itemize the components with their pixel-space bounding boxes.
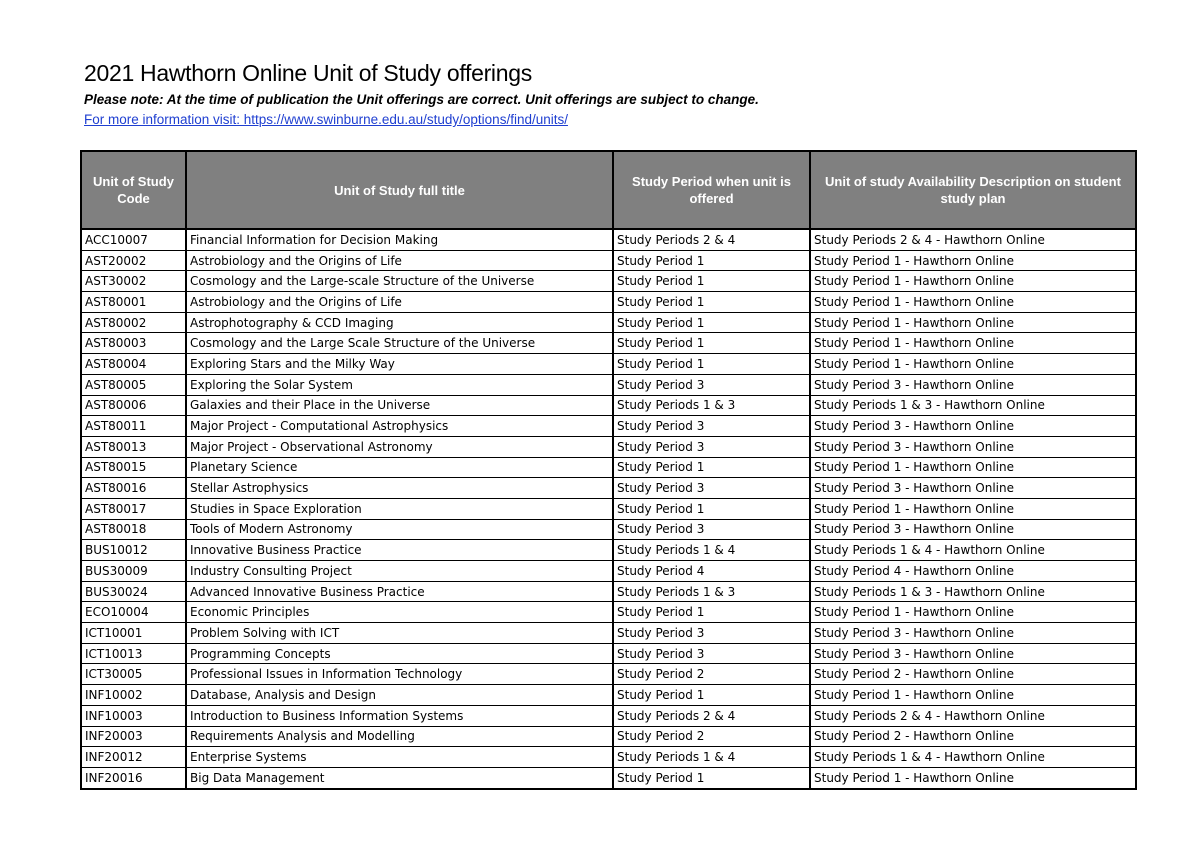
availability-cell: Study Period 2 - Hawthorn Online <box>810 664 1136 685</box>
table-row <box>81 561 1136 582</box>
unit-title-cell: Innovative Business Practice <box>186 540 613 561</box>
unit-code-cell: ICT30005 <box>81 664 186 685</box>
unit-code-cell: INF10002 <box>81 685 186 706</box>
availability-cell: Study Period 1 - Hawthorn Online <box>810 767 1136 788</box>
unit-code-cell: AST80001 <box>81 292 186 313</box>
study-period-cell: Study Period 1 <box>613 292 810 313</box>
unit-title-cell: Industry Consulting Project <box>186 561 613 582</box>
table-row <box>81 436 1136 457</box>
table-row <box>81 416 1136 437</box>
study-period-cell: Study Period 1 <box>613 498 810 519</box>
study-period-cell: Study Period 4 <box>613 561 810 582</box>
availability-cell: Study Period 2 - Hawthorn Online <box>810 726 1136 747</box>
unit-title-cell: Requirements Analysis and Modelling <box>186 726 613 747</box>
unit-title-cell: Astrobiology and the Origins of Life <box>186 292 613 313</box>
availability-cell: Study Period 3 - Hawthorn Online <box>810 436 1136 457</box>
unit-code-cell: AST80016 <box>81 478 186 499</box>
unit-code-cell: ICT10001 <box>81 623 186 644</box>
unit-title-cell: Financial Information for Decision Making <box>186 229 613 250</box>
unit-title-cell: Economic Principles <box>186 602 613 623</box>
unit-code-cell: INF20016 <box>81 767 186 788</box>
unit-code-cell: ICT10013 <box>81 643 186 664</box>
unit-title-cell: Planetary Science <box>186 457 613 478</box>
availability-cell: Study Period 1 - Hawthorn Online <box>810 271 1136 292</box>
availability-cell: Study Period 1 - Hawthorn Online <box>810 457 1136 478</box>
table-row <box>81 333 1136 354</box>
study-period-cell: Study Periods 2 & 4 <box>613 705 810 726</box>
unit-title-cell: Astrobiology and the Origins of Life <box>186 250 613 271</box>
unit-title-cell: Programming Concepts <box>186 643 613 664</box>
availability-cell: Study Period 4 - Hawthorn Online <box>810 561 1136 582</box>
study-period-cell: Study Period 1 <box>613 354 810 375</box>
unit-code-cell: AST80015 <box>81 457 186 478</box>
availability-cell: Study Period 1 - Hawthorn Online <box>810 498 1136 519</box>
more-info-link[interactable]: For more information visit: https://www.swinburne.edu.au/study/options/find/units/ <box>84 112 568 127</box>
unit-code-cell: BUS30009 <box>81 561 186 582</box>
study-period-cell: Study Periods 2 & 4 <box>613 229 810 250</box>
study-period-cell: Study Period 3 <box>613 436 810 457</box>
unit-code-cell: INF10003 <box>81 705 186 726</box>
column-header-study-period: Study Period when unit is offered <box>613 151 810 229</box>
study-period-cell: Study Period 3 <box>613 643 810 664</box>
unit-title-cell: Studies in Space Exploration <box>186 498 613 519</box>
unit-title-cell: Big Data Management <box>186 767 613 788</box>
unit-title-cell: Exploring Stars and the Milky Way <box>186 354 613 375</box>
availability-cell: Study Period 3 - Hawthorn Online <box>810 416 1136 437</box>
unit-code-cell: AST80013 <box>81 436 186 457</box>
unit-code-cell: BUS30024 <box>81 581 186 602</box>
study-period-cell: Study Period 1 <box>613 250 810 271</box>
availability-cell: Study Period 3 - Hawthorn Online <box>810 643 1136 664</box>
publication-note: Please note: At the time of publication the Unit offerings are correct. Unit offerings are subject to change. <box>84 92 759 107</box>
availability-cell: Study Period 1 - Hawthorn Online <box>810 354 1136 375</box>
unit-code-cell: AST80006 <box>81 395 186 416</box>
unit-code-cell: ECO10004 <box>81 602 186 623</box>
study-period-cell: Study Periods 1 & 4 <box>613 540 810 561</box>
availability-cell: Study Period 3 - Hawthorn Online <box>810 478 1136 499</box>
unit-title-cell: Stellar Astrophysics <box>186 478 613 499</box>
study-period-cell: Study Period 2 <box>613 664 810 685</box>
study-period-cell: Study Periods 1 & 3 <box>613 581 810 602</box>
study-period-cell: Study Period 3 <box>613 416 810 437</box>
availability-cell: Study Period 1 - Hawthorn Online <box>810 250 1136 271</box>
unit-code-cell: AST80002 <box>81 312 186 333</box>
table-row <box>81 685 1136 706</box>
table-row <box>81 767 1136 788</box>
table-row <box>81 229 1136 250</box>
table-row <box>81 457 1136 478</box>
study-period-cell: Study Period 1 <box>613 312 810 333</box>
availability-cell: Study Period 1 - Hawthorn Online <box>810 333 1136 354</box>
unit-code-cell: AST80003 <box>81 333 186 354</box>
study-period-cell: Study Period 1 <box>613 457 810 478</box>
unit-code-cell: INF20003 <box>81 726 186 747</box>
table-row <box>81 705 1136 726</box>
availability-cell: Study Period 3 - Hawthorn Online <box>810 519 1136 540</box>
study-period-cell: Study Periods 1 & 3 <box>613 395 810 416</box>
table-row <box>81 581 1136 602</box>
unit-code-cell: AST80011 <box>81 416 186 437</box>
unit-offerings-table <box>80 150 1137 790</box>
table-row <box>81 726 1136 747</box>
table-row <box>81 498 1136 519</box>
unit-title-cell: Exploring the Solar System <box>186 374 613 395</box>
table-row <box>81 292 1136 313</box>
table-row <box>81 747 1136 768</box>
unit-title-cell: Major Project - Computational Astrophysics <box>186 416 613 437</box>
table-row <box>81 250 1136 271</box>
unit-title-cell: Problem Solving with ICT <box>186 623 613 644</box>
study-period-cell: Study Period 1 <box>613 602 810 623</box>
study-period-cell: Study Period 1 <box>613 333 810 354</box>
unit-code-cell: AST80005 <box>81 374 186 395</box>
availability-cell: Study Periods 1 & 3 - Hawthorn Online <box>810 395 1136 416</box>
table-row <box>81 312 1136 333</box>
unit-title-cell: Major Project - Observational Astronomy <box>186 436 613 457</box>
availability-cell: Study Period 1 - Hawthorn Online <box>810 685 1136 706</box>
unit-title-cell: Galaxies and their Place in the Universe <box>186 395 613 416</box>
table-row <box>81 623 1136 644</box>
availability-cell: Study Period 1 - Hawthorn Online <box>810 602 1136 623</box>
unit-title-cell: Enterprise Systems <box>186 747 613 768</box>
unit-code-cell: BUS10012 <box>81 540 186 561</box>
unit-title-cell: Tools of Modern Astronomy <box>186 519 613 540</box>
unit-title-cell: Professional Issues in Information Technology <box>186 664 613 685</box>
column-header-availability: Unit of study Availability Description on student study plan <box>810 151 1136 229</box>
table-row <box>81 602 1136 623</box>
unit-title-cell: Cosmology and the Large Scale Structure of the Universe <box>186 333 613 354</box>
unit-code-cell: INF20012 <box>81 747 186 768</box>
table-row <box>81 643 1136 664</box>
unit-code-cell: AST80004 <box>81 354 186 375</box>
availability-cell: Study Periods 2 & 4 - Hawthorn Online <box>810 705 1136 726</box>
unit-title-cell: Introduction to Business Information Systems <box>186 705 613 726</box>
page-title: 2021 Hawthorn Online Unit of Study offerings <box>84 60 532 86</box>
column-header-code: Unit of Study Code <box>81 151 186 229</box>
unit-code-cell: AST80017 <box>81 498 186 519</box>
study-period-cell: Study Period 1 <box>613 271 810 292</box>
study-period-cell: Study Period 3 <box>613 519 810 540</box>
study-period-cell: Study Period 3 <box>613 623 810 644</box>
unit-title-cell: Astrophotography & CCD Imaging <box>186 312 613 333</box>
column-header-title: Unit of Study full title <box>186 151 613 229</box>
table-row <box>81 519 1136 540</box>
unit-title-cell: Cosmology and the Large-scale Structure of the Universe <box>186 271 613 292</box>
table-header-row <box>81 151 1136 229</box>
study-period-cell: Study Period 1 <box>613 685 810 706</box>
study-period-cell: Study Period 2 <box>613 726 810 747</box>
table-row <box>81 478 1136 499</box>
unit-code-cell: ACC10007 <box>81 229 186 250</box>
unit-title-cell: Database, Analysis and Design <box>186 685 613 706</box>
unit-title-cell: Advanced Innovative Business Practice <box>186 581 613 602</box>
availability-cell: Study Periods 1 & 3 - Hawthorn Online <box>810 581 1136 602</box>
availability-cell: Study Periods 2 & 4 - Hawthorn Online <box>810 229 1136 250</box>
unit-code-cell: AST20002 <box>81 250 186 271</box>
availability-cell: Study Period 1 - Hawthorn Online <box>810 312 1136 333</box>
availability-cell: Study Period 1 - Hawthorn Online <box>810 292 1136 313</box>
availability-cell: Study Period 3 - Hawthorn Online <box>810 374 1136 395</box>
table-row <box>81 271 1136 292</box>
study-period-cell: Study Period 3 <box>613 478 810 499</box>
availability-cell: Study Period 3 - Hawthorn Online <box>810 623 1136 644</box>
table-row <box>81 374 1136 395</box>
table-row <box>81 664 1136 685</box>
table-row <box>81 540 1136 561</box>
table-row <box>81 354 1136 375</box>
availability-cell: Study Periods 1 & 4 - Hawthorn Online <box>810 747 1136 768</box>
unit-code-cell: AST30002 <box>81 271 186 292</box>
study-period-cell: Study Periods 1 & 4 <box>613 747 810 768</box>
study-period-cell: Study Period 1 <box>613 767 810 788</box>
unit-code-cell: AST80018 <box>81 519 186 540</box>
availability-cell: Study Periods 1 & 4 - Hawthorn Online <box>810 540 1136 561</box>
table-row <box>81 395 1136 416</box>
study-period-cell: Study Period 3 <box>613 374 810 395</box>
table-body <box>81 229 1136 789</box>
